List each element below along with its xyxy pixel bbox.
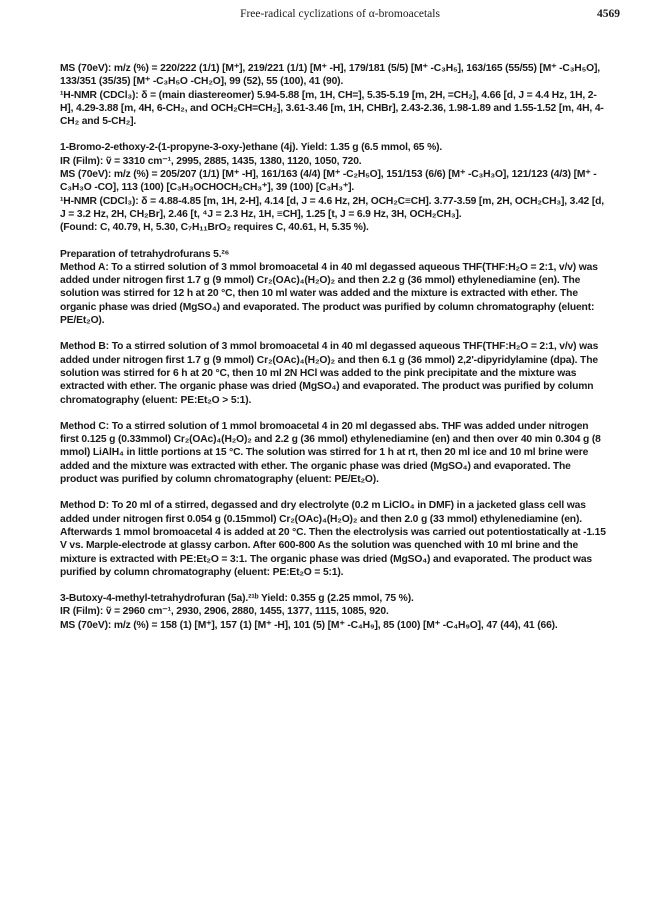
method-b-paragraph: Method B: To a stirred solution of 3 mmol bromoacetal 4 in 40 ml degassed aqueous THF(THF:H₂O = 2:1, v/v) was added under nitrogen first 1.7 g (9 mmol) Cr₂(OAc)₄(H₂O)₂ and then 6.1 g (36 mmol) 2,2'-dipyridylamine (dpa). The solution was stirred for 6 h at 20 °C, then 10 ml 2N HCl was added to the pink precipitate and the mixture was extracted with ether. The organic phase was dried (MgSO₄) and evaporated. The product was purified by column chromatography (eluent: PE:Et₂O > 5:1). bbox=[60, 341, 601, 406]
page-number: 4569 bbox=[597, 8, 620, 20]
running-title: Free-radical cyclizations of α-bromoacetals bbox=[240, 8, 440, 20]
method-a-paragraph: Preparation of tetrahydrofurans 5.²⁶ Method A: To a stirred solution of 3 mmol bromoacetal 4 in 40 ml degassed aqueous THF(THF:H₂O = 2:1, v/v) was added under nitrogen first 1.7 g (9 mmol) Cr₂(OAc)₄(H₂O)₂ and then 2.2 g (36 mmol) ethylenediamine (en). The solution was stirred for 12 h at 20 °C, then 10 ml water was added and the mixture is extracted with ether. The organic phase was dried (MgSO₄) and evaporated. The product was purified by column chromatography (eluent: PE/Et₂O). bbox=[60, 248, 598, 327]
page-header bbox=[60, 8, 620, 26]
method-d-paragraph: Method D: To 20 ml of a stirred, degassed and dry electrolyte (0.2 m LiClO₄ in DMF) in a jacketed glass cell was added under nitrogen first 0.054 g (0.15mmol) Cr₂(OAc)₄(H₂O)₂ and then 2.0 g (33 mmol) ethylenediamine (en). Afterwards 1 mmol bromoacetal 4 is added at 20 °C. Then the electrolysis was carried out potentiostatically at -1.15 V vs. Marple-electrode at glassy carbon. After 600-800 As the solution was quenched with 10 ml brine and the mixture is extracted with PE:Et₂O = 3:1. The organic phase was dried (MgSO₄) and evaporated. The product was purified by column chromatography (eluent: PE:Et₂O = 5:1). bbox=[60, 500, 609, 578]
compound-5a-paragraph: 3-Butoxy-4-methyl-tetrahydrofuran (5a).²¹ᵇ Yield: 0.355 g (2.25 mmol, 75 %). IR (Film): ṽ = 2960 cm⁻¹, 2930, 2906, 2880, 1455, 1377, 1115, 1085, 920. MS (70eV): m/z (%) = 158 (1) [M⁺], 157 (1) [M⁺ -H], 101 (5) [M⁺ -C₄H₉], 85 (100) [M⁺ -C₄H₉O], 47 (44), 41 (66). bbox=[60, 593, 558, 631]
method-c-paragraph: Method C: To a stirred solution of 1 mmol bromoacetal 4 in 20 ml degassed abs. THF was added under nitrogen first 0.125 g (0.33mmol) Cr₂(OAc)₄(H₂O)₂ and 2.2 g (36 mmol) ethylenediamine (en) and then over 40 min 0.304 g (8 mmol) LiAlH₄ in little portions at 15 °C. The solution was stirred for 1 h at rt, then 20 ml ice and 10 ml brine were added and the mixture was extracted with ether. The organic phase was dried (MgSO₄) and evaporated. The product was purified by column chromatography (eluent: PE/Et₂O). bbox=[60, 420, 604, 486]
spectral-data-paragraph: MS (70eV): m/z (%) = 220/222 (1/1) [M⁺], 219/221 (1/1) [M⁺ -H], 179/181 (5/5) [M⁺ -C₃H₅], 163/165 (55/55) [M⁺ -C₃H₅O], 133/351 (35/35) [M⁺ -C₃H₅O -CH₂O], 99 (52), 55 (100), 41 (90). ¹H-NMR (CDCl₃): δ = (main diastereomer) 5.94-5.88 [m, 1H, CH=], 5.35-5.19 [m, 2H, =CH₂], 4.66 [d, J = 4.4 Hz, 1H, 2-H], 4.29-3.88 [m, 4H, 6-CH₂, and OCH₂CH=CH₂], 3.61-3.46 [m, 1H, CHBr], 2.43-2.36, 1.98-1.89 and 1.55-1.52 [m, 4H, 4-CH₂ and 5-CH₂]. bbox=[60, 63, 604, 128]
article-body bbox=[60, 62, 608, 632]
compound-4j-paragraph: 1-Bromo-2-ethoxy-2-(1-propyne-3-oxy-)ethane (4j). Yield: 1.35 g (6.5 mmol, 65 %). IR (Film): ṽ = 3310 cm⁻¹, 2995, 2885, 1435, 1380, 1120, 1050, 720. MS (70eV): m/z (%) = 205/207 (1/1) [M⁺ -H], 161/163 (4/4) [M⁺ -C₂H₅O], 151/153 (6/6) [M⁺ -C₃H₃O], 121/123 (4/3) [M⁺ -C₃H₃O -CO], 113 (100) [C₃H₃OCHOCH₂CH₃⁺], 39 (100) [C₃H₃⁺]. ¹H-NMR (CDCl₃): δ = 4.88-4.85 [m, 1H, 2-H], 4.14 [d, J = 4.6 Hz, 2H, OCH₂C≡CH]. 3.77-3.59 [m, 2H, OCH₂CH₃], 3.42 [d, J = 3.2 Hz, 2H, CH₂Br], 2.46 [t, ⁴J = 2.3 Hz, 1H, ≡CH], 1.25 [t, J = 6.9 Hz, 3H, OCH₂CH₃]. (Found: C, 40.79, H, 5.30, C₇H₁₁BrO₂ requires C, 40.61, H, 5.35 %). bbox=[60, 142, 604, 234]
